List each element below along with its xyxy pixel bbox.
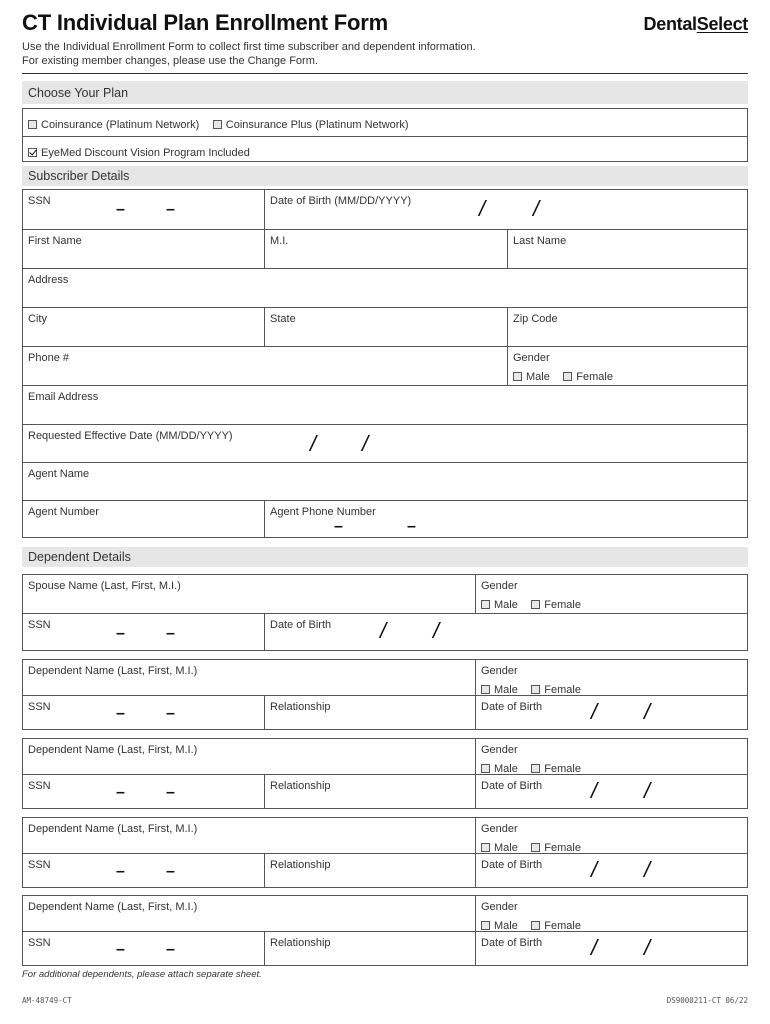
vision-option[interactable] [28, 147, 250, 159]
effective-date-label: Requested Effective Date (MM/DD/YYYY) [28, 430, 233, 442]
dependent-row-name [23, 739, 747, 774]
checkbox-icon[interactable] [481, 685, 490, 694]
checked-checkbox-icon[interactable] [28, 148, 37, 157]
dependent-ssn-field[interactable] [23, 775, 264, 809]
plan-row [23, 109, 747, 136]
date-separator: / [591, 935, 598, 960]
dependent-gender-field [475, 660, 747, 695]
section-header-plan: Choose Your Plan [22, 81, 748, 104]
intro-text [22, 40, 476, 68]
female-label: Female [544, 841, 581, 854]
dob-label: Date of Birth [481, 937, 543, 949]
dependent-row-ssn [23, 695, 747, 730]
gender-female-option[interactable] [531, 842, 581, 854]
female-label: Female [544, 762, 581, 775]
ssn-separator: – [116, 201, 125, 218]
subscriber-row-agent-name [23, 462, 747, 500]
gender-male-option[interactable] [481, 763, 518, 775]
female-label: Female [576, 370, 613, 383]
gender-male-option[interactable] [481, 842, 518, 854]
checkbox-icon[interactable] [531, 921, 540, 930]
agent-phone-field[interactable] [264, 501, 747, 538]
phone-label: Phone # [28, 352, 69, 364]
gender-female-option[interactable] [531, 920, 581, 932]
effective-date-field[interactable] [23, 425, 747, 462]
spouse-name-label: Spouse Name (Last, First, M.I.) [28, 580, 181, 592]
agent-number-label: Agent Number [28, 506, 99, 518]
dependent-ssn-field[interactable] [23, 696, 264, 730]
ssn-separator: – [116, 784, 125, 801]
dependent-gender-field [475, 896, 747, 931]
ssn-separator: – [166, 784, 175, 801]
checkbox-icon[interactable] [481, 843, 490, 852]
relationship-label: Relationship [270, 701, 331, 713]
checkbox-icon[interactable] [531, 843, 540, 852]
phone-separator: – [334, 518, 343, 535]
gender-female-option[interactable] [531, 684, 581, 696]
mi-label: M.I. [270, 235, 289, 247]
date-separator: / [533, 196, 540, 221]
relationship-label: Relationship [270, 859, 331, 871]
date-separator: / [591, 778, 598, 803]
gender-label: Gender [481, 901, 518, 913]
plan-option-coinsurance-plus-label: Coinsurance Plus (Platinum Network) [225, 118, 409, 131]
ssn-separator: – [166, 201, 175, 218]
logo-text-part1: Dental [643, 14, 697, 34]
last-name-label: Last Name [513, 235, 567, 247]
email-field[interactable] [23, 386, 747, 424]
ssn-field[interactable] [23, 190, 264, 229]
dob-label: Date of Birth (MM/DD/YYYY) [270, 195, 412, 207]
gender-label: Gender [481, 580, 518, 592]
dependent-box-4 [22, 895, 748, 966]
zip-label: Zip Code [513, 313, 558, 325]
ssn-separator: – [166, 863, 175, 880]
section-header-subscriber: Subscriber Details [22, 166, 748, 186]
checkbox-icon[interactable] [513, 372, 522, 381]
section-header-dependents: Dependent Details [22, 547, 748, 567]
mi-field[interactable] [264, 230, 507, 268]
ssn-label: SSN [28, 859, 51, 871]
date-separator: / [479, 196, 486, 221]
state-field[interactable] [264, 308, 507, 346]
dependent-ssn-field[interactable] [23, 932, 264, 966]
first-name-label: First Name [28, 235, 82, 247]
dob-label: Date of Birth [481, 701, 543, 713]
gender-label: Gender [513, 352, 550, 364]
gender-male-option[interactable] [481, 599, 518, 611]
date-separator: / [380, 618, 387, 643]
ssn-separator: – [116, 863, 125, 880]
date-separator: / [433, 618, 440, 643]
male-label: Male [494, 683, 518, 696]
female-label: Female [544, 598, 581, 611]
ssn-separator: – [116, 625, 125, 642]
plan-option-coinsurance-plus[interactable] [213, 119, 409, 131]
intro-line-1: Use the Individual Enrollment Form to collect first time subscriber and dependent information. [22, 41, 476, 53]
checkbox-icon[interactable] [531, 685, 540, 694]
page-title: CT Individual Plan Enrollment Form [22, 10, 389, 35]
relationship-label: Relationship [270, 780, 331, 792]
dentalselect-logo [644, 14, 748, 35]
dob-label: Date of Birth [481, 780, 543, 792]
male-label: Male [494, 762, 518, 775]
spouse-row-ssn [23, 613, 747, 651]
subscriber-row-effective-date [23, 424, 747, 462]
ssn-label: SSN [28, 195, 51, 207]
checkbox-icon[interactable] [481, 921, 490, 930]
dependent-row-name [23, 818, 747, 853]
ssn-separator: – [166, 941, 175, 958]
agent-number-field[interactable] [23, 501, 264, 538]
intro-line-2: For existing member changes, please use the Change Form. [22, 55, 318, 67]
subscriber-row-name [23, 229, 747, 268]
agent-name-label: Agent Name [28, 468, 90, 480]
dependent-name-field[interactable] [23, 660, 475, 695]
subscriber-row-city [23, 307, 747, 346]
date-separator: / [644, 935, 651, 960]
subscriber-row-agent-number [23, 500, 747, 538]
form-code-right: DS9000211-CT 06/22 [666, 996, 748, 1005]
vision-option-label: EyeMed Discount Vision Program Included [41, 146, 250, 159]
dependent-name-label: Dependent Name (Last, First, M.I.) [28, 901, 198, 913]
dependent-row-ssn [23, 931, 747, 966]
dependent-row-ssn [23, 774, 747, 809]
phone-field[interactable] [23, 347, 507, 385]
checkbox-icon[interactable] [563, 372, 572, 381]
dependent-box-3 [22, 817, 748, 888]
spouse-name-field[interactable] [23, 575, 475, 613]
plan-options-box [22, 108, 748, 162]
male-label: Male [526, 370, 550, 383]
city-field[interactable] [23, 308, 264, 346]
gender-label: Gender [481, 665, 518, 677]
spouse-dob-field[interactable] [264, 614, 747, 651]
subscriber-box [22, 189, 748, 538]
checkbox-icon[interactable] [28, 120, 37, 129]
dob-field[interactable] [264, 190, 747, 229]
ssn-separator: – [116, 705, 125, 722]
gender-male-option[interactable] [513, 371, 550, 383]
dependent-dob-field[interactable] [475, 932, 747, 966]
vision-row [23, 136, 747, 163]
gender-female-option[interactable] [531, 763, 581, 775]
checkbox-icon[interactable] [531, 764, 540, 773]
spouse-box [22, 574, 748, 651]
ssn-label: SSN [28, 937, 51, 949]
dob-label: Date of Birth [270, 619, 332, 631]
gender-label: Gender [481, 744, 518, 756]
subscriber-row-email [23, 385, 747, 424]
checkbox-icon[interactable] [213, 120, 222, 129]
dependent-box-2 [22, 738, 748, 809]
subscriber-row-phone [23, 346, 747, 385]
state-label: State [270, 313, 296, 325]
date-separator: / [591, 699, 598, 724]
spouse-row-name [23, 575, 747, 613]
relationship-field[interactable] [264, 775, 475, 809]
additional-dependents-note: For additional dependents, please attach separate sheet. [22, 969, 262, 980]
gender-field [507, 347, 747, 385]
dependent-name-field[interactable] [23, 896, 475, 931]
ssn-label: SSN [28, 701, 51, 713]
dependent-name-label: Dependent Name (Last, First, M.I.) [28, 823, 198, 835]
male-label: Male [494, 598, 518, 611]
first-name-field[interactable] [23, 230, 264, 268]
address-field[interactable] [23, 269, 747, 307]
phone-separator: – [407, 518, 416, 535]
ssn-separator: – [116, 941, 125, 958]
date-separator: / [644, 778, 651, 803]
gender-female-option[interactable] [563, 371, 613, 383]
dependent-gender-field [475, 818, 747, 853]
dependent-ssn-field[interactable] [23, 854, 264, 888]
plan-option-coinsurance[interactable] [28, 119, 199, 131]
plan-option-coinsurance-label: Coinsurance (Platinum Network) [41, 118, 200, 131]
city-label: City [28, 313, 47, 325]
subscriber-row-address [23, 268, 747, 307]
relationship-field[interactable] [264, 854, 475, 888]
gender-female-option[interactable] [531, 599, 581, 611]
dependent-gender-field [475, 739, 747, 774]
gender-male-option[interactable] [481, 684, 518, 696]
dependent-name-label: Dependent Name (Last, First, M.I.) [28, 665, 198, 677]
date-separator: / [644, 857, 651, 882]
form-code-left: AM-48749-CT [22, 996, 72, 1005]
dependent-row-name [23, 896, 747, 931]
dob-label: Date of Birth [481, 859, 543, 871]
dependent-dob-field[interactable] [475, 696, 747, 730]
date-separator: / [310, 431, 317, 456]
agent-name-field[interactable] [23, 463, 747, 500]
date-separator: / [591, 857, 598, 882]
male-label: Male [494, 841, 518, 854]
male-label: Male [494, 919, 518, 932]
dependent-row-name [23, 660, 747, 695]
dependent-row-ssn [23, 853, 747, 888]
checkbox-icon[interactable] [481, 764, 490, 773]
dependent-box-1 [22, 659, 748, 730]
relationship-field[interactable] [264, 696, 475, 730]
dependent-dob-field[interactable] [475, 854, 747, 888]
ssn-separator: – [166, 625, 175, 642]
checkbox-icon[interactable] [531, 600, 540, 609]
subscriber-row-ssn-dob [23, 190, 747, 229]
relationship-field[interactable] [264, 932, 475, 966]
checkbox-icon[interactable] [481, 600, 490, 609]
dependent-name-field[interactable] [23, 818, 475, 853]
relationship-label: Relationship [270, 937, 331, 949]
address-label: Address [28, 274, 69, 286]
female-label: Female [544, 919, 581, 932]
agent-phone-label: Agent Phone Number [270, 506, 376, 518]
ssn-label: SSN [28, 780, 51, 792]
ssn-separator: – [166, 705, 175, 722]
gender-label: Gender [481, 823, 518, 835]
date-separator: / [362, 431, 369, 456]
dependent-name-field[interactable] [23, 739, 475, 774]
zip-field[interactable] [507, 308, 747, 346]
dependent-name-label: Dependent Name (Last, First, M.I.) [28, 744, 198, 756]
ssn-label: SSN [28, 619, 51, 631]
email-label: Email Address [28, 391, 99, 403]
female-label: Female [544, 683, 581, 696]
gender-male-option[interactable] [481, 920, 518, 932]
spouse-gender-field [475, 575, 747, 613]
last-name-field[interactable] [507, 230, 747, 268]
dependent-dob-field[interactable] [475, 775, 747, 809]
header-divider [22, 73, 748, 74]
logo-text-part2: Select [696, 14, 748, 34]
date-separator: / [644, 699, 651, 724]
spouse-ssn-field[interactable] [23, 614, 264, 651]
